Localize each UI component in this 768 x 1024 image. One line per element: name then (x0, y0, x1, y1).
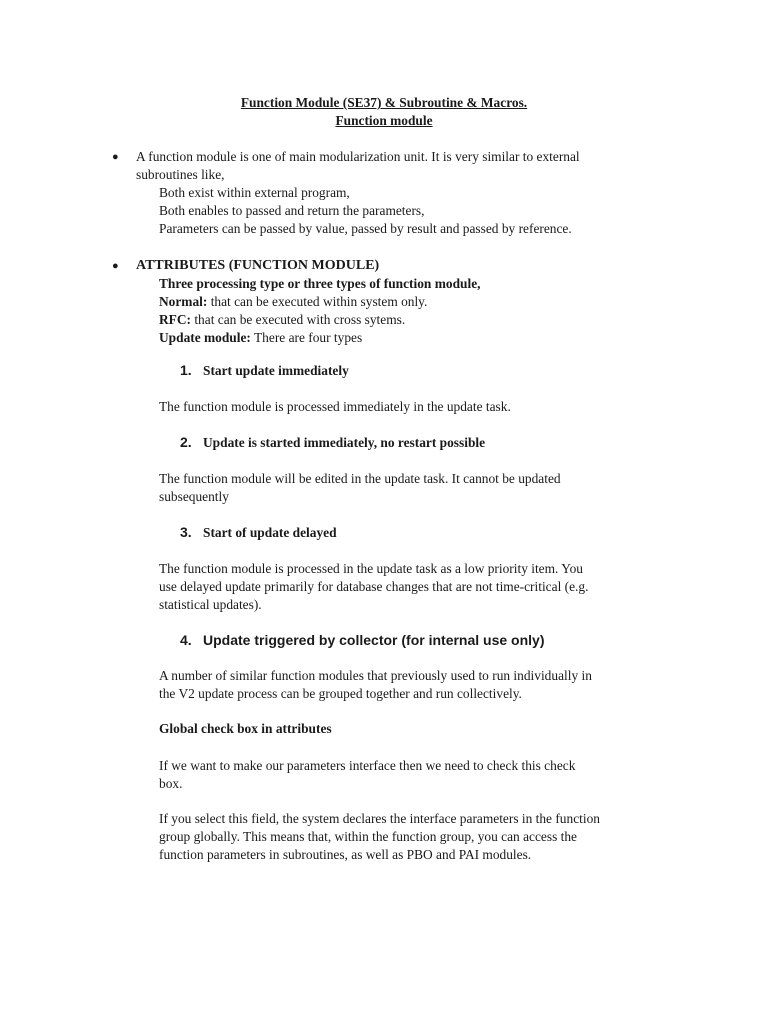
global-paragraph: box. (159, 776, 183, 791)
type-description: subsequently (159, 489, 229, 504)
type-number: 3. (180, 524, 192, 540)
type-heading: Update triggered by collector (for internal use only) (203, 632, 545, 648)
type-heading: Update is started immediately, no restart possible (203, 435, 486, 450)
type-number: 1. (180, 362, 192, 378)
type-description: A number of similar function modules that previously used to run individually in (159, 668, 592, 683)
normal-text: that can be executed within system only. (207, 294, 428, 309)
global-paragraph: function parameters in subroutines, as well as PBO and PAI modules. (159, 847, 532, 862)
type-heading: Start of update delayed (203, 525, 337, 540)
update-text: There are four types (250, 330, 363, 345)
type-number: 4. (180, 632, 192, 648)
intro-line: subroutines like, (136, 167, 225, 182)
type-description: use delayed update primarily for database changes that are not time-critical (e.g. (159, 579, 589, 594)
update-line (159, 329, 362, 347)
global-paragraph: If you select this field, the system declares the interface parameters in the function (159, 811, 600, 826)
type-description: The function module is processed immediately in the update task. (159, 399, 511, 414)
attributes-subheading: Three processing type or three types of function module, (159, 276, 481, 291)
type-number: 2. (180, 434, 192, 450)
document-title: Function Module (SE37) & Subroutine & Macros. (240, 95, 528, 110)
global-paragraph: If we want to make our parameters interface then we need to check this check (159, 758, 576, 773)
type-heading: Start update immediately (203, 363, 349, 378)
intro-line: A function module is one of main modularization unit. It is very similar to external (136, 149, 580, 164)
attributes-heading: ATTRIBUTES (FUNCTION MODULE) (136, 258, 380, 273)
global-paragraph: group globally. This means that, within the function group, you can access the (159, 829, 577, 844)
rfc-text: that can be executed with cross sytems. (190, 312, 406, 327)
intro-point: Both exist within external program, (159, 185, 350, 200)
normal-line (159, 293, 427, 311)
type-description: The function module will be edited in the update task. It cannot be updated (159, 471, 561, 486)
bullet-icon: ● (112, 260, 119, 272)
rfc-line (159, 311, 405, 329)
update-label: Update module: (159, 330, 251, 345)
document-subtitle: Function module (335, 113, 433, 128)
intro-point: Both enables to passed and return the parameters, (159, 203, 425, 218)
global-heading: Global check box in attributes (159, 721, 332, 736)
type-description: statistical updates). (159, 597, 262, 612)
intro-point: Parameters can be passed by value, passed by result and passed by reference. (159, 221, 572, 236)
type-description: the V2 update process can be grouped together and run collectively. (159, 686, 522, 701)
rfc-label: RFC: (159, 312, 191, 327)
type-description: The function module is processed in the update task as a low priority item. You (159, 561, 583, 576)
normal-label: Normal: (159, 294, 208, 309)
bullet-icon: ● (112, 151, 119, 163)
